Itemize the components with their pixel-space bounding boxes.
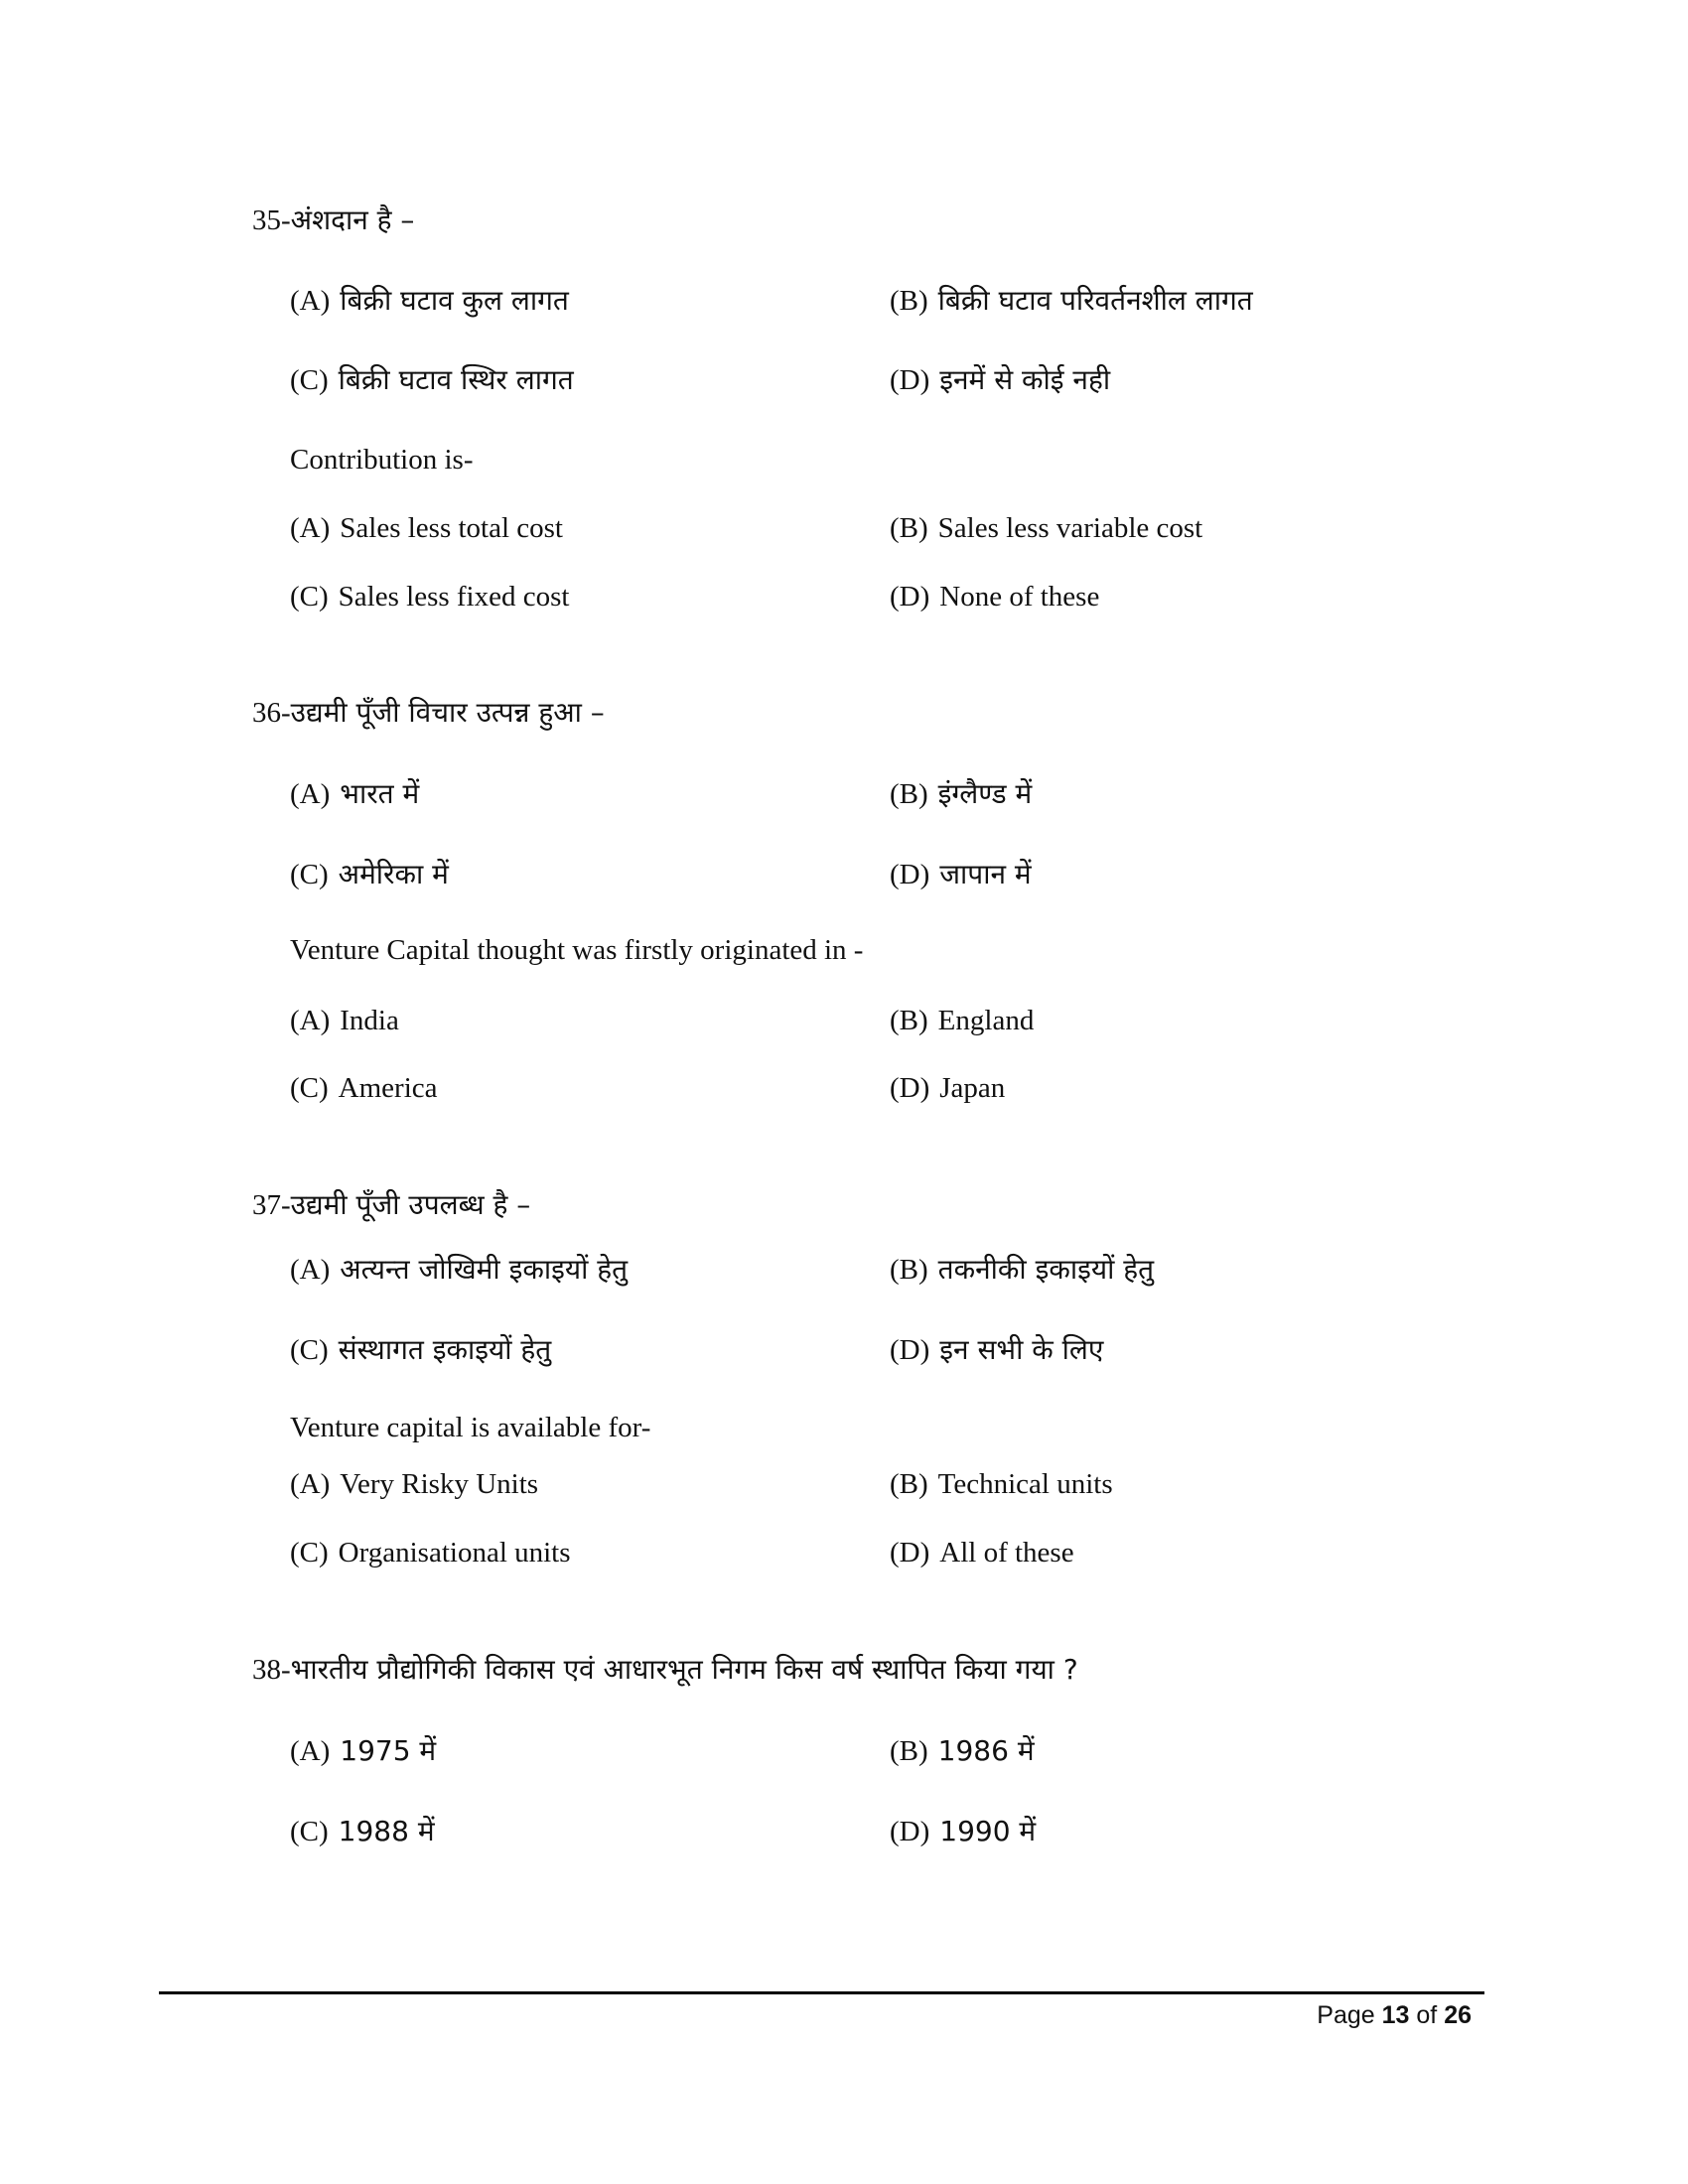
option-hindi xyxy=(890,1731,1035,1771)
option-hindi xyxy=(890,774,1032,814)
option-hindi xyxy=(290,1250,628,1290)
option-hindi xyxy=(890,360,1110,400)
option-label: (A) xyxy=(290,1468,331,1500)
option-label: (C) xyxy=(290,859,329,890)
question-text: Venture Capital thought was firstly originated in - xyxy=(290,934,864,966)
question-heading-hindi xyxy=(252,1185,530,1225)
option-hindi xyxy=(890,855,1032,894)
option-hindi xyxy=(290,774,419,814)
option-english xyxy=(290,1464,538,1504)
option-label: (A) xyxy=(290,1005,331,1036)
question-heading-hindi xyxy=(252,693,605,733)
option-english xyxy=(890,1001,1034,1040)
option-label: (B) xyxy=(890,512,928,544)
option-text: इनमें से कोई नही xyxy=(939,363,1111,396)
option-text: इंग्लैण्ड में xyxy=(937,777,1033,810)
option-label: (C) xyxy=(290,1537,329,1569)
option-text: संस्थागत इकाइयों हेतु xyxy=(338,1333,552,1366)
option-text: बिक्री घटाव कुल लागत xyxy=(340,284,569,317)
option-hindi xyxy=(290,1731,436,1771)
page-current: 13 xyxy=(1381,2001,1410,2029)
page-of: of xyxy=(1416,2001,1438,2029)
option-text: भारत में xyxy=(340,777,420,810)
option-hindi xyxy=(890,1812,1036,1851)
option-english xyxy=(890,508,1202,548)
page-total: 26 xyxy=(1444,2001,1472,2029)
option-english xyxy=(890,1464,1113,1504)
question-number: 37- xyxy=(252,1189,291,1221)
question-heading-hindi xyxy=(252,1650,1078,1690)
question-text-hindi: भारतीय प्रौद्योगिकी विकास एवं आधारभूत निगम किस वर्ष स्थापित किया गया ? xyxy=(290,1653,1078,1686)
question-text-english xyxy=(290,930,863,970)
option-text: जापान में xyxy=(939,858,1032,890)
option-text: None of these xyxy=(939,581,1100,613)
option-text: Sales less fixed cost xyxy=(338,581,570,613)
option-text: All of these xyxy=(939,1537,1074,1569)
option-label: (D) xyxy=(890,1816,930,1847)
option-hindi xyxy=(290,1330,551,1370)
option-label: (B) xyxy=(890,1468,928,1500)
question-number: 35- xyxy=(252,205,291,236)
option-label: (C) xyxy=(290,364,329,396)
question-text-hindi: उद्यमी पूँजी उपलब्ध है – xyxy=(290,1188,531,1221)
option-label: (D) xyxy=(890,364,930,396)
option-label: (D) xyxy=(890,1334,930,1366)
option-english xyxy=(890,577,1099,616)
option-text: अमेरिका में xyxy=(338,858,449,890)
footer-divider xyxy=(159,1991,1484,1994)
option-label: (A) xyxy=(290,512,331,544)
option-text: England xyxy=(937,1005,1035,1036)
option-text: Sales less variable cost xyxy=(937,512,1203,544)
option-label: (A) xyxy=(290,1254,331,1286)
option-label: (B) xyxy=(890,1735,928,1767)
option-label: (B) xyxy=(890,778,928,810)
option-text: India xyxy=(340,1005,399,1036)
option-text: Very Risky Units xyxy=(340,1468,539,1500)
option-english xyxy=(290,1001,399,1040)
question-text-english xyxy=(290,1408,650,1447)
option-english xyxy=(890,1068,1005,1108)
option-text: 1990 में xyxy=(939,1815,1037,1847)
question-text: Contribution is- xyxy=(290,444,474,476)
option-label: (B) xyxy=(890,285,928,317)
option-english xyxy=(290,1068,438,1108)
page-number xyxy=(1317,2001,1472,2030)
option-hindi xyxy=(290,855,449,894)
option-label: (D) xyxy=(890,859,930,890)
option-hindi xyxy=(890,281,1253,321)
option-text: बिक्री घटाव स्थिर लागत xyxy=(338,363,574,396)
option-label: (D) xyxy=(890,581,930,613)
question-text-hindi: उद्यमी पूँजी विचार उत्पन्न हुआ – xyxy=(290,696,605,729)
question-heading-hindi xyxy=(252,201,414,240)
question-text: Venture capital is available for- xyxy=(290,1412,651,1443)
question-text-english xyxy=(290,440,473,479)
option-label: (D) xyxy=(890,1072,930,1104)
option-text: America xyxy=(338,1072,438,1104)
option-label: (C) xyxy=(290,581,329,613)
option-text: अत्यन्त जोखिमी इकाइयों हेतु xyxy=(340,1253,629,1286)
option-label: (D) xyxy=(890,1537,930,1569)
option-hindi xyxy=(890,1250,1154,1290)
option-english xyxy=(890,1533,1074,1572)
option-text: इन सभी के लिए xyxy=(939,1333,1104,1366)
option-english xyxy=(290,508,563,548)
option-label: (A) xyxy=(290,1735,331,1767)
option-label: (A) xyxy=(290,778,331,810)
option-hindi xyxy=(290,281,569,321)
option-hindi xyxy=(290,360,574,400)
option-label: (A) xyxy=(290,285,331,317)
option-text: Japan xyxy=(939,1072,1006,1104)
option-text: Technical units xyxy=(937,1468,1113,1500)
option-english xyxy=(290,1533,571,1572)
question-number: 36- xyxy=(252,697,291,729)
option-text: 1988 में xyxy=(338,1815,435,1847)
option-text: 1986 में xyxy=(937,1734,1035,1767)
option-label: (C) xyxy=(290,1816,329,1847)
option-hindi xyxy=(290,1812,435,1851)
question-text-hindi: अंशदान है – xyxy=(290,204,415,236)
option-text: तकनीकी इकाइयों हेतु xyxy=(937,1253,1155,1286)
option-text: 1975 में xyxy=(340,1734,437,1767)
option-label: (B) xyxy=(890,1254,928,1286)
option-english xyxy=(290,577,569,616)
option-label: (C) xyxy=(290,1072,329,1104)
option-hindi xyxy=(890,1330,1103,1370)
option-label: (B) xyxy=(890,1005,928,1036)
option-label: (C) xyxy=(290,1334,329,1366)
option-text: Organisational units xyxy=(338,1537,571,1569)
option-text: बिक्री घटाव परिवर्तनशील लागत xyxy=(937,284,1253,317)
question-number: 38- xyxy=(252,1654,291,1686)
option-text: Sales less total cost xyxy=(340,512,563,544)
page-prefix: Page xyxy=(1317,2001,1375,2029)
